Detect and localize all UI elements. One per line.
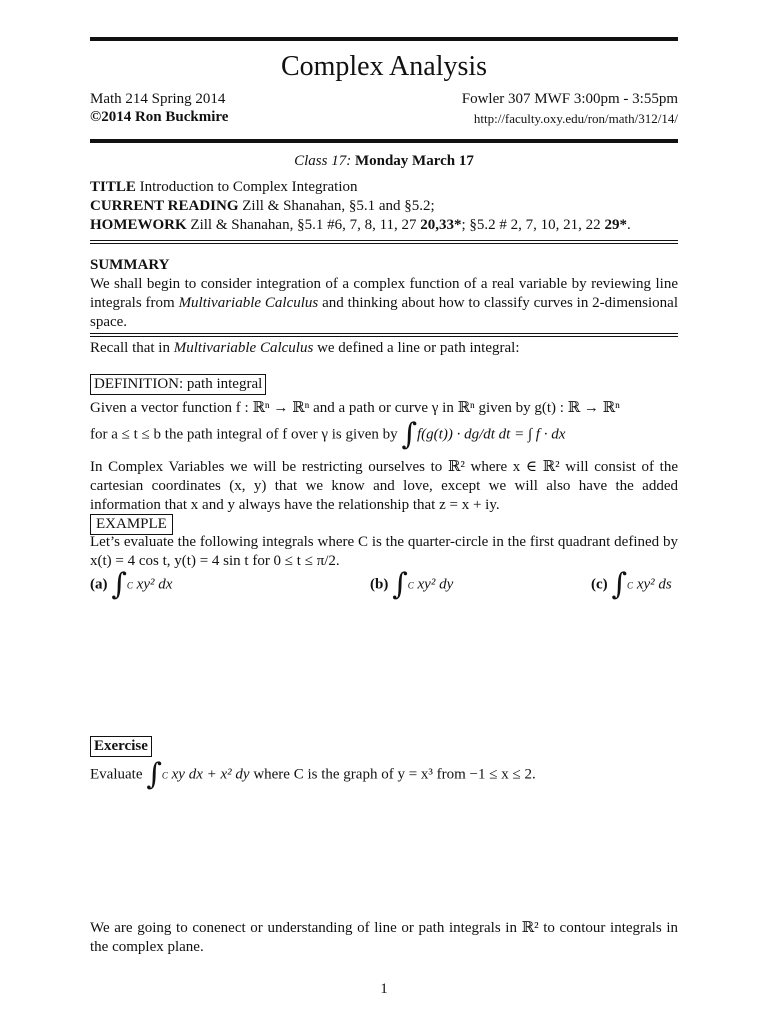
example-label: EXAMPLE: [90, 514, 173, 535]
integral-sign-icon: ∫: [111, 567, 127, 602]
double-rule-2b: [90, 336, 678, 337]
reading-line: [90, 197, 690, 216]
example-part-a: [90, 567, 173, 602]
exercise-integrand: xy dx + x² dy: [171, 766, 250, 783]
exercise-label: Exercise: [90, 736, 152, 757]
summary-label: SUMMARY: [90, 257, 170, 273]
definition-line-2: [90, 417, 690, 452]
example-part-c: [591, 567, 672, 602]
double-rule-1b: [90, 243, 678, 244]
homework-text-b: ; §5.2 # 2, 7, 10, 21, 22: [461, 217, 601, 233]
class-date: Monday March 17: [354, 153, 474, 169]
double-rule-2a: [90, 333, 678, 334]
example-text: Let’s evaluate the following integrals where C is the quarter-circle in the first quadrant defined by x(t) = 4 cos t, y(t) = 4 sin t for 0 ≤ t ≤ π/2.: [90, 534, 678, 569]
class-line: [0, 152, 768, 171]
summary-text-a: We shall begin to consider integration of a complex function of a real variable by reviewing line integrals from: [90, 276, 678, 311]
summary-text: [90, 275, 678, 332]
part-b-label: (b): [370, 576, 389, 593]
homework-end: .: [626, 217, 631, 233]
recall-text-italic: Multivariable Calculus: [173, 340, 314, 356]
recall-text-b: we defined a line or path integral:: [317, 340, 520, 356]
recall-line: [90, 339, 519, 358]
title-text: Introduction to Complex Integration: [139, 179, 358, 195]
homework-bold-b: 29*: [604, 217, 627, 233]
definition-paragraph: In Complex Variables we will be restricting ourselves to ℝ² where x ∈ ℝ² will consist of the cartesian coordinates (x, y) that we know and love, except we will also have the added information that x and y always have the relationship that z = x + iy.: [90, 459, 678, 513]
title-line: [90, 178, 690, 197]
reading-text: Zill & Shanahan, §5.1 and §5.2;: [242, 198, 435, 214]
header-top-rule: [90, 37, 678, 41]
contour-c-subscript: C: [627, 580, 634, 591]
summary-text-b: and thinking about how to classify curves in 2-dimensional space.: [90, 295, 679, 330]
path-integral-formula: f(g(t)) · dg/dt dt = ∫ f · dx: [417, 426, 566, 443]
contour-c-subscript: C: [161, 770, 168, 781]
part-a-label: (a): [90, 576, 108, 593]
reading-label: CURRENT READING: [90, 198, 239, 214]
part-b-integrand: xy² dy: [417, 576, 454, 593]
integral-sign-icon: ∫: [146, 757, 162, 792]
recall-text-a: Recall that in: [90, 340, 170, 356]
contour-c-subscript: C: [407, 580, 414, 591]
exercise-evaluate: Evaluate: [90, 766, 143, 783]
homework-text-a: Zill & Shanahan, §5.1 #6, 7, 8, 11, 27: [190, 217, 417, 233]
part-a-integrand: xy² dx: [136, 576, 173, 593]
homework-label: HOMEWORK: [90, 217, 187, 233]
part-c-label: (c): [591, 576, 608, 593]
exercise-line: [90, 757, 536, 792]
exercise-rest: where C is the graph of y = x³ from −1 ≤ x ≤ 2.: [253, 766, 536, 783]
course-name: Math 214 Spring 2014: [90, 91, 226, 107]
contour-c-subscript: C: [126, 580, 133, 591]
part-c-integrand: xy² ds: [636, 576, 672, 593]
copyright-line: ©2014 Ron Buckmire: [90, 109, 229, 125]
class-number: Class 17:: [294, 153, 352, 169]
definition-line-1: Given a vector function f : ℝⁿ → ℝⁿ and a path or curve γ in ℝⁿ given by g(t) : ℝ → ℝⁿ: [90, 400, 620, 416]
closing-paragraph: We are going to conenect or understanding of line or path integrals in ℝ² to contour integrals in the complex plane.: [90, 920, 678, 955]
title-label: TITLE: [90, 179, 136, 195]
definition-label: DEFINITION: path integral: [90, 374, 266, 395]
definition-line-2-text: for a ≤ t ≤ b the path integral of f over γ is given by: [90, 426, 398, 443]
header-bottom-rule: [90, 139, 678, 143]
course-url[interactable]: http://faculty.oxy.edu/ron/math/312/14/: [473, 111, 678, 126]
example-part-b: [370, 567, 454, 602]
homework-line: [90, 216, 690, 235]
double-rule-1a: [90, 240, 678, 241]
page-number: 1: [380, 981, 388, 997]
document-title: Complex Analysis: [280, 51, 488, 82]
class-location: Fowler 307 MWF 3:00pm - 3:55pm: [461, 91, 678, 107]
integral-sign-icon: ∫: [401, 417, 417, 452]
integral-sign-icon: ∫: [611, 567, 628, 602]
homework-bold-a: 20,33*: [420, 217, 462, 233]
integral-sign-icon: ∫: [392, 567, 408, 602]
summary-text-italic: Multivariable Calculus: [178, 295, 319, 311]
